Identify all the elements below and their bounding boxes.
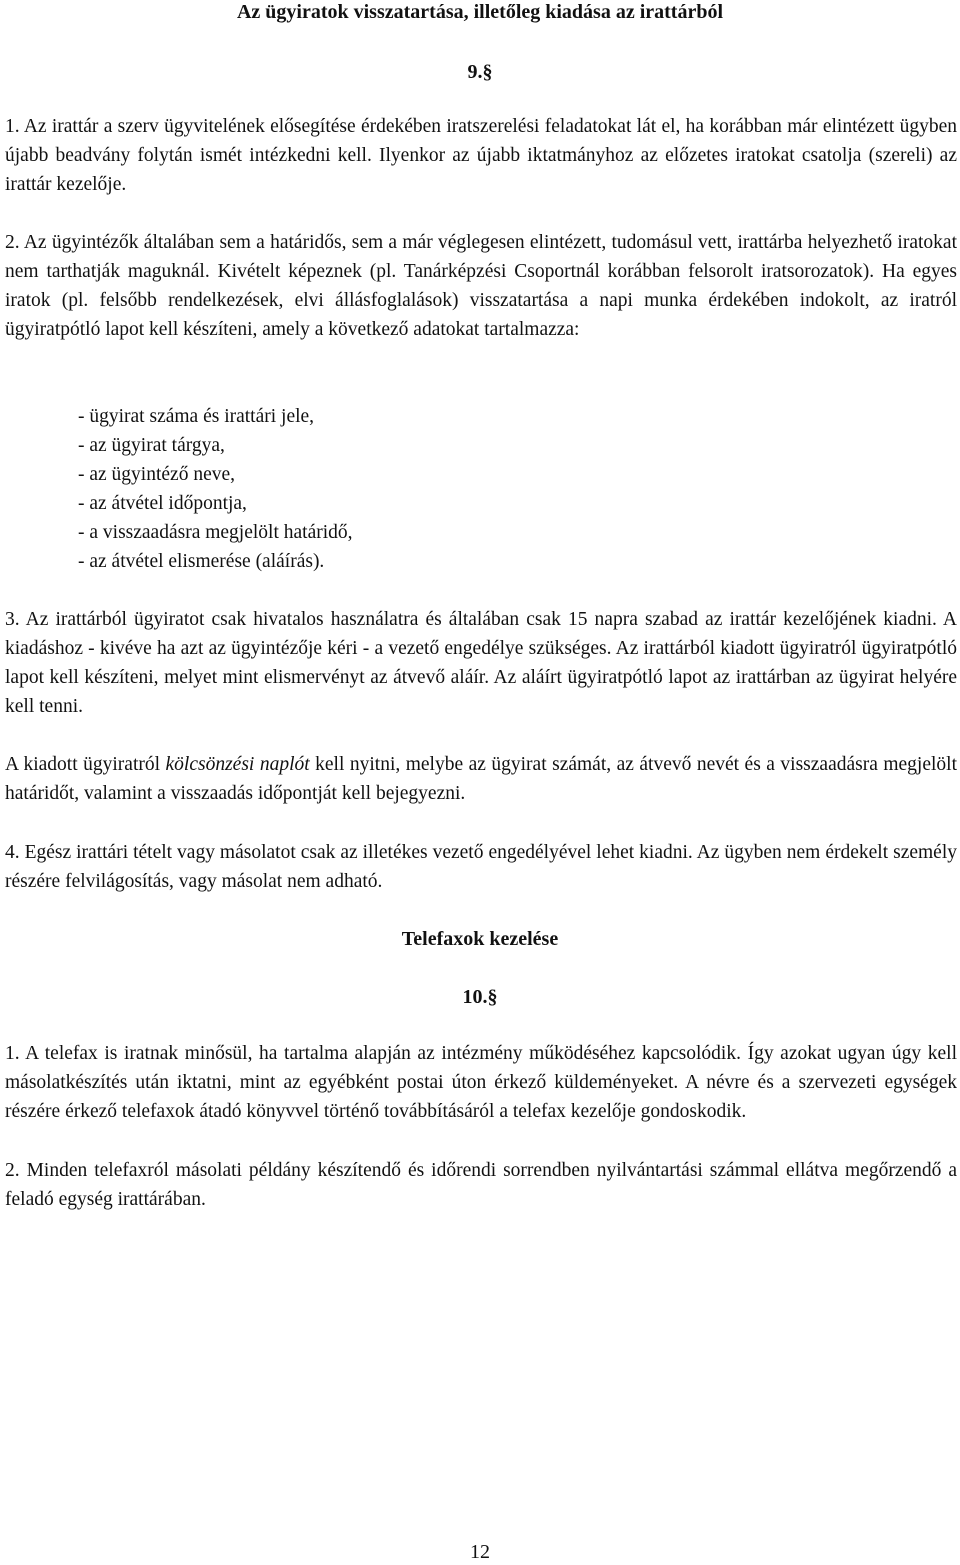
text-run: A kiadott ügyiratról [5,754,166,775]
paragraph-2: 2. Az ügyintézők általában sem a határidős, sem a már véglegesen elintézett, tudomásul vett, irattárba helyezhető iratokat nem tarthatják maguknál. Kivételt képeznek (pl. Tanárképzési Csoportnál korábban felsorolt iratsorozatok). Ha egyes iratok (pl. felsőbb rendelkezések, elvi állásfoglalások) visszatartása a napi munka érdekében indokolt, az iratról ügyiratpótló lapot kell készíteni, amely a következő adatokat tartalmazza: [5,232,957,340]
paragraph-3: 3. Az irattárból ügyiratot csak hivatalos használatra és általában csak 15 napra szabad az irattár kezelőjének kiadni. A kiadáshoz - kivéve ha azt az ügyintézője kéri - a vezető engedélye szükséges. Az irattárból kiadott ügyiratról ügyiratpótló lapot kell készíteni, melyet mint elismervényt az átvevő aláír. Az aláírt ügyiratpótló lapot az irattárban az ügyirat helyére kell tenni. [5,609,957,717]
list-item: - az ügyirat tárgya, [78,435,225,456]
paragraph-number: 9.§ [467,61,493,83]
page-number: 12 [470,1541,490,1563]
list-item: - a visszaadásra megjelölt határidő, [78,522,353,543]
list-item: - az átvétel időpontja, [78,493,247,514]
paragraph-1: 1. Az irattár a szerv ügyvitelének elősegítése érdekében iratszerelési feladatokat lát el, ha korábban már elintézett ügyben újabb beadvány folytán ismét intézkedni kell. Ilyenkor az újabb iktatmányhoz az előzetes iratokat csatolja (szereli) az irattár kezelője. [5,116,957,195]
section-title: Az ügyiratok visszatartása, illetőleg kiadása az irattárból [236,1,724,23]
telefax-paragraph-2: 2. Minden telefaxról másolati példány készítendő és időrendi sorrendben nyilvántartási számmal ellátva megőrzendő a feladó egység irattárában. [5,1160,957,1210]
list-item: - ügyirat száma és irattári jele, [78,406,315,427]
text-run: kell nyitni, melybe az ügyirat számát, az átvevő nevét és a visszaadásra megjelölt határidőt, valamint a visszaadás időpontját kell bejegyezni. [5,754,958,804]
paragraph-3-continuation [5,750,957,808]
section-title: Telefaxok kezelése [401,928,559,950]
paragraph-number: 10.§ [462,986,498,1008]
data-fields-list [78,402,353,576]
italic-term: kölcsönzési naplót [165,754,310,775]
paragraph-4: 4. Egész irattári tételt vagy másolatot csak az illetékes vezető engedélyével lehet kiadni. Az ügyben nem érdekelt személy részére felvilágosítás, vagy másolat nem adható. [5,842,957,892]
telefax-paragraph-1: 1. A telefax is iratnak minősül, ha tartalma alapján az intézmény működéséhez kapcsolódik. Így azokat ugyan úgy kell másolatkészítés után iktatni, mint az egyébként postai úton érkező küldeményeket. A névre és a szervezeti egységek részére érkező telefaxok átadó könyvvel történő továbbításáról a telefax kezelője gondoskodik. [5,1043,957,1122]
list-item: - az átvétel elismerése (aláírás). [78,551,325,572]
list-item: - az ügyintéző neve, [78,464,236,485]
